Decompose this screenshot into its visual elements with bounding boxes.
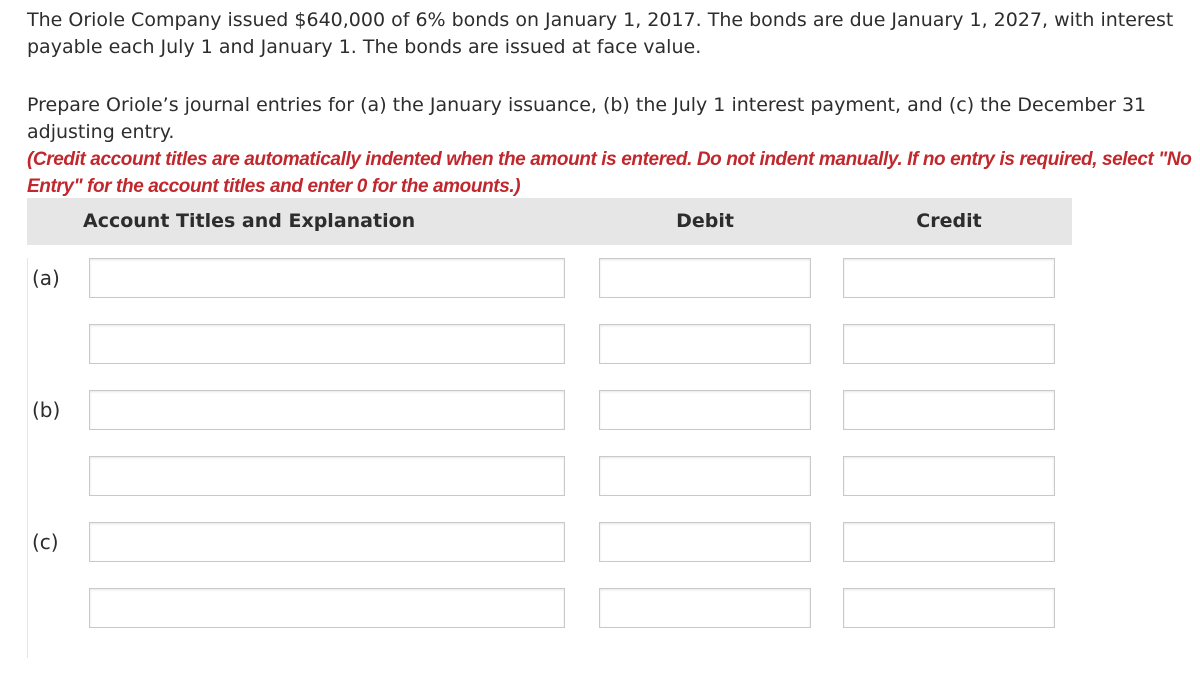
debit-input-b1[interactable]	[599, 390, 811, 430]
account-title-input-c1[interactable]	[89, 522, 565, 562]
problem-paragraph-2	[27, 92, 1192, 200]
problem-task-text: Prepare Oriole’s journal entries for (a) the January issuance, (b) the July 1 interest payment, and (c) the December 31 adjusting entry.	[27, 94, 1147, 143]
credit-input-b1[interactable]	[843, 390, 1055, 430]
entry-label-c: (c)	[32, 530, 59, 554]
debit-input-a1[interactable]	[599, 258, 811, 298]
credit-input-a1[interactable]	[843, 258, 1055, 298]
problem-statement	[27, 7, 1192, 200]
debit-input-c1[interactable]	[599, 522, 811, 562]
account-title-input-b2[interactable]	[89, 456, 565, 496]
problem-paragraph-1: The Oriole Company issued $640,000 of 6% bonds on January 1, 2017. The bonds are due January 1, 2027, with interest payable each July 1 and January 1. The bonds are issued at face value.	[27, 9, 1174, 58]
credit-input-a2[interactable]	[843, 324, 1055, 364]
journal-table-header	[27, 198, 1072, 245]
account-title-input-c2[interactable]	[89, 588, 565, 628]
header-debit: Debit	[676, 210, 734, 232]
debit-input-a2[interactable]	[599, 324, 811, 364]
header-account-titles: Account Titles and Explanation	[83, 210, 416, 232]
instruction-text: (Credit account titles are automatically indented when the amount is entered. Do not indent manually. If no entry is required, select "No Entry" for the account titles and enter 0 for the amounts.)	[27, 149, 1192, 197]
header-credit: Credit	[916, 210, 982, 232]
entry-label-b: (b)	[32, 398, 61, 422]
credit-input-b2[interactable]	[843, 456, 1055, 496]
credit-input-c2[interactable]	[843, 588, 1055, 628]
entry-label-a: (a)	[32, 266, 60, 290]
account-title-input-a2[interactable]	[89, 324, 565, 364]
account-title-input-b1[interactable]	[89, 390, 565, 430]
debit-input-b2[interactable]	[599, 456, 811, 496]
debit-input-c2[interactable]	[599, 588, 811, 628]
account-title-input-a1[interactable]	[89, 258, 565, 298]
credit-input-c1[interactable]	[843, 522, 1055, 562]
table-left-border	[27, 258, 28, 658]
